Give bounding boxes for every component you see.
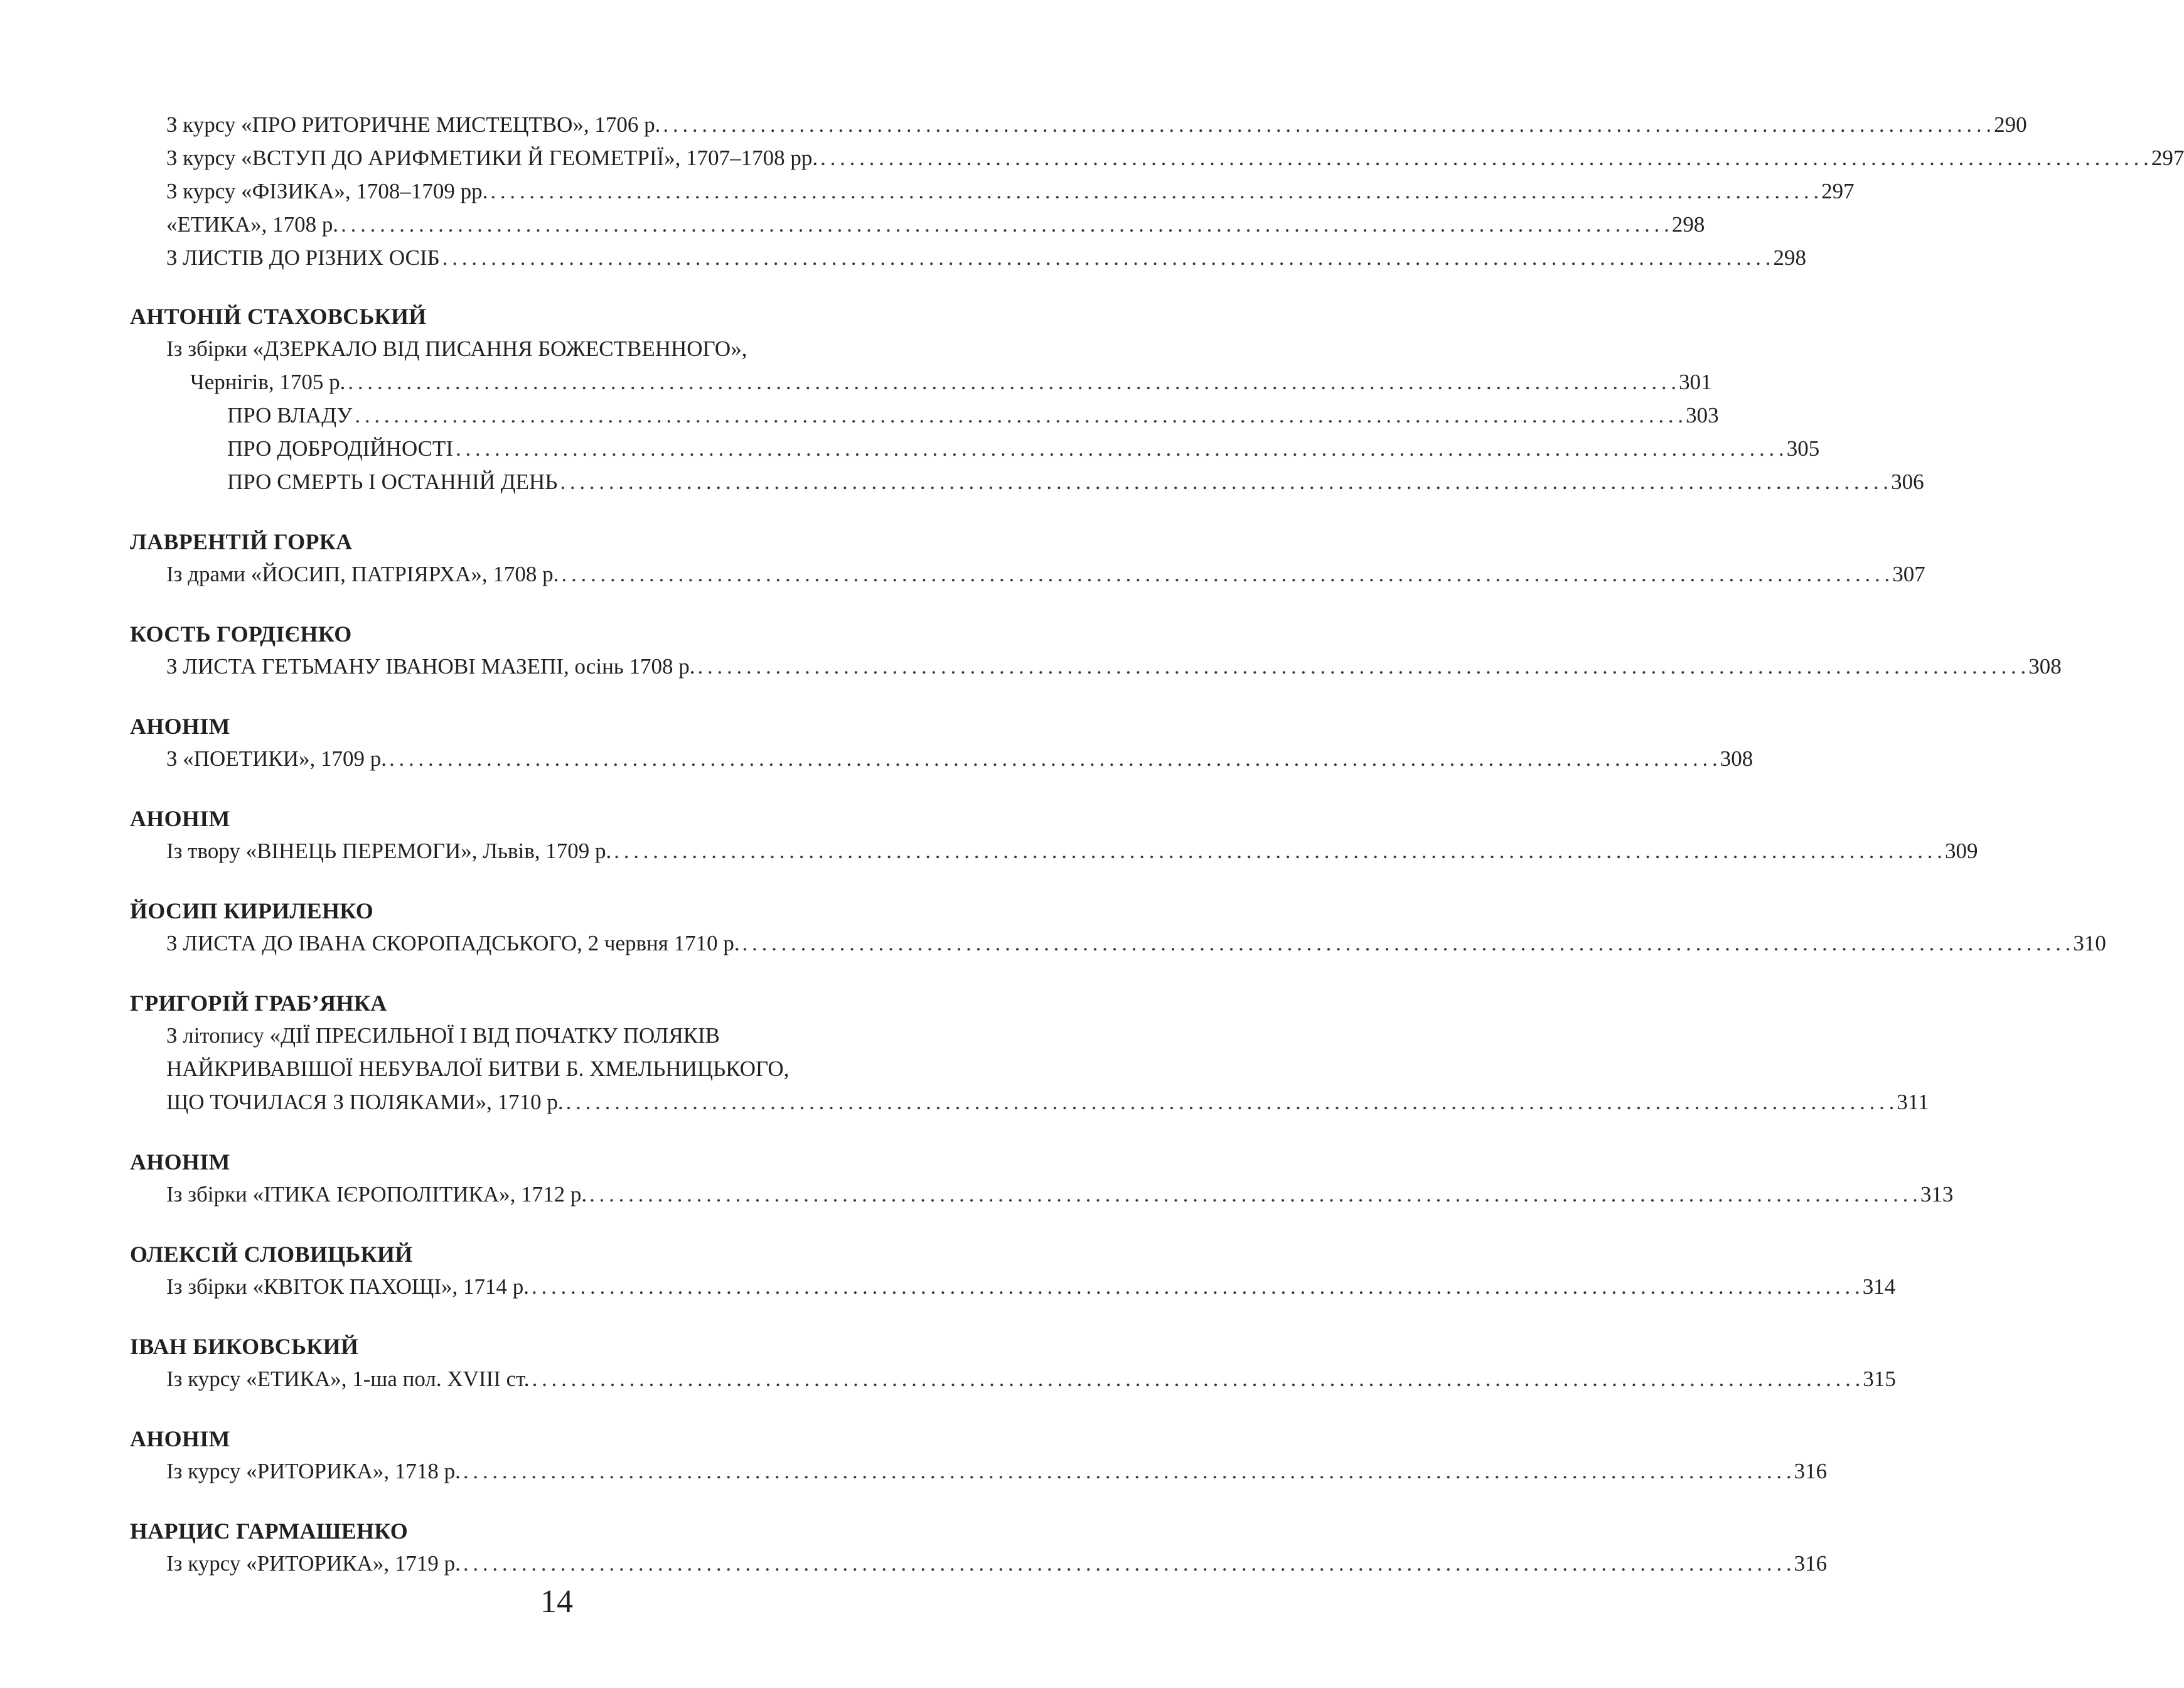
entry-page: 316 <box>1794 1459 1828 1483</box>
toc-entry <box>130 1454 1828 1488</box>
leader-dots <box>557 465 1891 498</box>
entry-title: Із збірки «КВІТОК ПАХОЩІ», 1714 р. <box>166 1274 529 1299</box>
author-heading: АНОНІМ <box>130 1426 230 1451</box>
leader-dots <box>530 1362 1863 1395</box>
entry-page: 301 <box>1679 370 1712 394</box>
entry-page: 305 <box>1786 436 1820 461</box>
entry-title: Із курсу «РИТОРИКА», 1719 р. <box>166 1551 461 1576</box>
author-heading: АНОНІМ <box>130 714 230 739</box>
leader-dots <box>660 108 1994 141</box>
toc-entry <box>130 1547 1828 1580</box>
toc-subentry <box>130 432 1820 465</box>
entry-title: З курсу «ВСТУП ДО АРИФМЕТИКИ Й ГЕОМЕТРІЇ», 1707–1708 рр. <box>166 146 818 170</box>
leader-dots <box>345 365 1679 399</box>
author-heading: ГРИГОРІЙ ГРАБ’ЯНКА <box>130 991 387 1016</box>
author-heading: ЛАВРЕНТІЙ ГОРКА <box>130 529 353 554</box>
entry-title: ПРО ДОБРОДІЙНОСТІ <box>227 436 454 461</box>
entry-title: З ЛИСТА ДО ІВАНА СКОРОПАДСЬКОГО, 2 червня 1710 р. <box>166 931 740 955</box>
leader-dots <box>587 1178 1920 1211</box>
toc-entry <box>130 742 1753 775</box>
leader-dots <box>695 650 2029 683</box>
entry-title: ПРО СМЕРТЬ І ОСТАННІЙ ДЕНЬ <box>227 470 558 494</box>
leader-dots <box>338 208 1672 241</box>
entry-page: 297 <box>2151 146 2184 170</box>
leader-dots <box>564 1085 1897 1119</box>
toc-entry <box>130 1362 1896 1395</box>
leader-dots <box>387 742 1720 775</box>
leader-dots <box>529 1270 1863 1303</box>
toc-subentry <box>130 399 1719 432</box>
leader-dots <box>611 834 1945 868</box>
toc-entry <box>130 557 1925 591</box>
entry-title: Із твору «ВІНЕЦЬ ПЕРЕМОГИ», Львів, 1709 р. <box>166 839 612 863</box>
leader-dots <box>740 927 2074 960</box>
toc-entry <box>130 241 1806 274</box>
entry-page: 290 <box>1994 112 2027 137</box>
entry-title: З курсу «ФІЗИКА», 1708–1709 рр. <box>166 179 488 203</box>
toc-subentry <box>130 465 1924 498</box>
entry-title: З літопису «ДІЇ ПРЕСИЛЬНОЇ І ВІД ПОЧАТКУ ПОЛЯКІВ <box>166 1023 720 1048</box>
entry-title: Із збірки «ІТИКА ІЄРОПОЛІТИКА», 1712 р. <box>166 1182 587 1207</box>
entry-page: 314 <box>1862 1274 1896 1299</box>
entry-title: З «ПОЕТИКИ», 1709 р. <box>166 746 387 771</box>
toc-entry <box>130 175 1855 208</box>
toc-entry <box>130 1085 1929 1119</box>
entry-title: ЩО ТОЧИЛАСЯ З ПОЛЯКАМИ», 1710 р. <box>166 1090 564 1114</box>
entry-page: 313 <box>1920 1182 1954 1207</box>
entry-title: Із курсу «РИТОРИКА», 1718 р. <box>166 1459 461 1483</box>
author-heading: ЙОСИП КИРИЛЕНКО <box>130 898 374 923</box>
leader-dots <box>461 1547 1794 1580</box>
entry-page: 315 <box>1863 1367 1896 1391</box>
toc-entry <box>130 650 2062 683</box>
entry-title: «ЕТИКА», 1708 р. <box>166 212 339 237</box>
entry-page: 306 <box>1891 470 1924 494</box>
entry-title: Із курсу «ЕТИКА», 1-ша пол. XVIII ст. <box>166 1367 530 1391</box>
entry-title: ПРО ВЛАДУ <box>227 403 353 427</box>
entry-title: З ЛИСТА ГЕТЬМАНУ ІВАНОВІ МАЗЕПІ, осінь 1708 р. <box>166 654 695 679</box>
author-heading: ОЛЕКСІЙ СЛОВИЦЬКИЙ <box>130 1242 413 1267</box>
toc-entry <box>130 927 2106 960</box>
entry-page: 298 <box>1773 245 1806 270</box>
toc-entry <box>130 1178 1954 1211</box>
table-of-contents <box>130 108 2184 1580</box>
author-heading: АНОНІМ <box>130 1149 230 1175</box>
toc-entry <box>130 1270 1896 1303</box>
toc-entry <box>130 834 1978 868</box>
entry-page: 308 <box>2028 654 2062 679</box>
entry-title: Чернігів, 1705 р. <box>190 370 346 394</box>
leader-dots <box>461 1454 1794 1488</box>
toc-entry <box>130 208 1705 241</box>
author-heading: АНОНІМ <box>130 806 230 831</box>
entry-page: 303 <box>1686 403 1719 427</box>
entry-page: 298 <box>1671 212 1705 237</box>
toc-entry <box>130 141 2184 175</box>
toc-entry <box>130 108 2027 141</box>
author-heading: КОСТЬ ГОРДІЄНКО <box>130 621 352 647</box>
author-heading: НАРЦИС ГАРМАШЕНКО <box>130 1519 409 1544</box>
entry-title: З ЛИСТІВ ДО РІЗНИХ ОСІБ <box>166 245 440 270</box>
leader-dots <box>453 432 1787 465</box>
entry-page: 316 <box>1794 1551 1828 1576</box>
author-heading: ІВАН БИКОВСЬКИЙ <box>130 1334 359 1359</box>
entry-page: 308 <box>1720 746 1753 771</box>
entry-page: 307 <box>1892 562 1925 586</box>
entry-page: 309 <box>1945 839 1978 863</box>
leader-dots <box>559 557 1892 591</box>
leader-dots <box>440 241 1774 274</box>
page-number: 14 <box>540 1584 573 1620</box>
entry-title: Із драми «ЙОСИП, ПАТРІЯРХА», 1708 р. <box>166 562 559 586</box>
entry-title: НАЙКРИВАВІШОЇ НЕБУВАЛОЇ БИТВИ Б. ХМЕЛЬНИЦЬКОГО, <box>166 1056 790 1081</box>
entry-title: Із збірки «ДЗЕРКАЛО ВІД ПИСАННЯ БОЖЕСТВЕННОГО», <box>166 336 747 361</box>
entry-page: 311 <box>1897 1090 1929 1114</box>
entry-title: З курсу «ПРО РИТОРИЧНЕ МИСТЕЦТВО», 1706 р. <box>166 112 661 137</box>
leader-dots <box>352 399 1686 432</box>
leader-dots <box>818 141 2151 175</box>
entry-page: 297 <box>1821 179 1855 203</box>
toc-entry <box>130 365 1712 399</box>
entry-page: 310 <box>2073 931 2106 955</box>
author-heading: АНТОНІЙ СТАХОВСЬКИЙ <box>130 304 427 329</box>
leader-dots <box>488 175 1821 208</box>
